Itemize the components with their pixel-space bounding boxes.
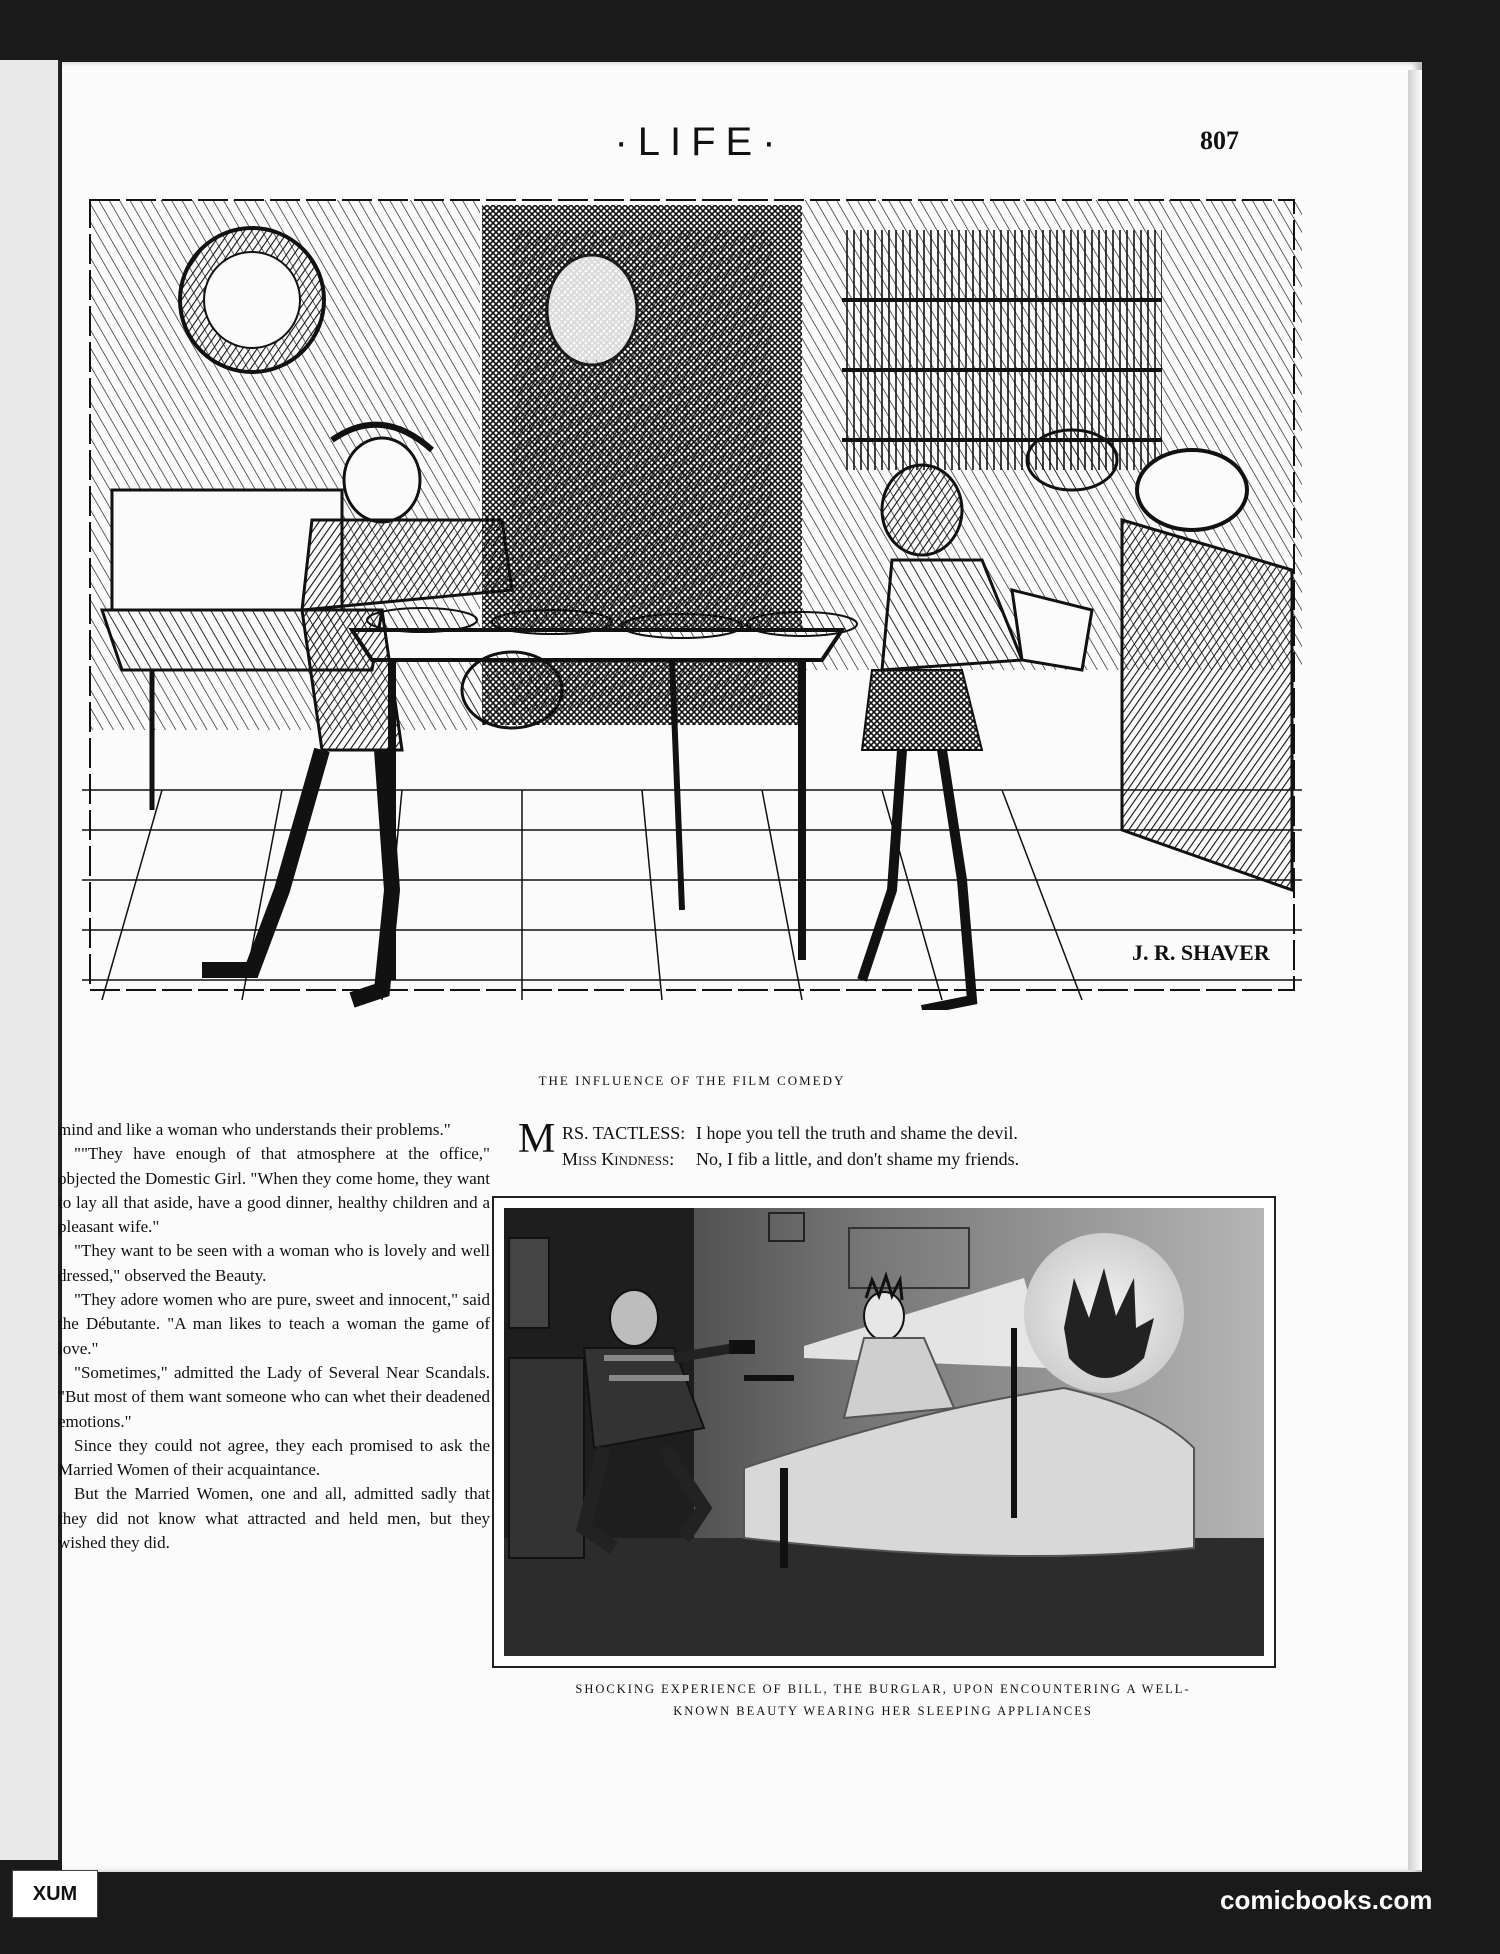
artist-signature: J. R. SHAVER xyxy=(1132,940,1270,965)
burglar-bedroom-illustration xyxy=(504,1208,1264,1656)
dialogue-line-1 xyxy=(518,1120,1278,1146)
speaker-mrs-tactless: RS. TACTLESS: xyxy=(562,1123,686,1143)
drop-cap: M xyxy=(518,1116,556,1162)
article-text-column xyxy=(58,1118,490,1555)
paragraph: "Sometimes," admitted the Lady of Several Near Scandals. "But most of them want someone who can whet their deadened emotions." xyxy=(58,1362,490,1431)
dialogue-line-2 xyxy=(518,1146,1278,1172)
speaker-miss-kindness: Miss Kindness: xyxy=(562,1149,675,1169)
kitchen-cartoon-illustration xyxy=(82,190,1302,1010)
paragraph: mind and like a woman who understands their problems." xyxy=(58,1120,451,1139)
paragraph: "They want to be seen with a woman who is lovely and well dressed," observed the Beauty. xyxy=(58,1241,490,1285)
page-number: 807 xyxy=(1200,126,1239,155)
site-watermark: comicbooks.com xyxy=(1220,1885,1433,1915)
archive-stamp: XUM xyxy=(12,1870,98,1918)
paragraph: "They adore women who are pure, sweet and innocent," said the Débutante. "A man likes to teach a woman the game of love." xyxy=(58,1290,490,1358)
magazine-title: ·LIFE· xyxy=(614,120,786,164)
page-right-edge xyxy=(1408,70,1422,1870)
paragraph: Since they could not agree, they each promised to ask the Married Women of their acquaintance. xyxy=(58,1435,490,1480)
burglar-illustration-frame xyxy=(492,1196,1276,1668)
previous-page-edge xyxy=(0,60,61,1860)
line-text: No, I fib a little, and don't shame my friends. xyxy=(696,1149,1020,1169)
caption-line: KNOWN BEAUTY WEARING HER SLEEPING APPLIANCES xyxy=(673,1704,1093,1718)
dialogue-joke xyxy=(518,1116,1278,1172)
line-text: I hope you tell the truth and shame the devil. xyxy=(696,1123,1018,1143)
caption-line: SHOCKING EXPERIENCE OF BILL, THE BURGLAR, UPON ENCOUNTERING A WELL- xyxy=(575,1682,1191,1696)
bottom-illustration-caption xyxy=(490,1678,1276,1722)
paragraph: But the Married Women, one and all, admitted sadly that they did not know what attracted and held men, but they wished they did. xyxy=(58,1484,490,1553)
paragraph: ""They have enough of that atmosphere at the office," objected the Domestic Girl. "When they come home, they want to lay all that aside, have a good dinner, healthy children and a pleasant wife." xyxy=(58,1144,490,1237)
top-illustration-caption: THE INFLUENCE OF THE FILM COMEDY xyxy=(538,1073,846,1088)
